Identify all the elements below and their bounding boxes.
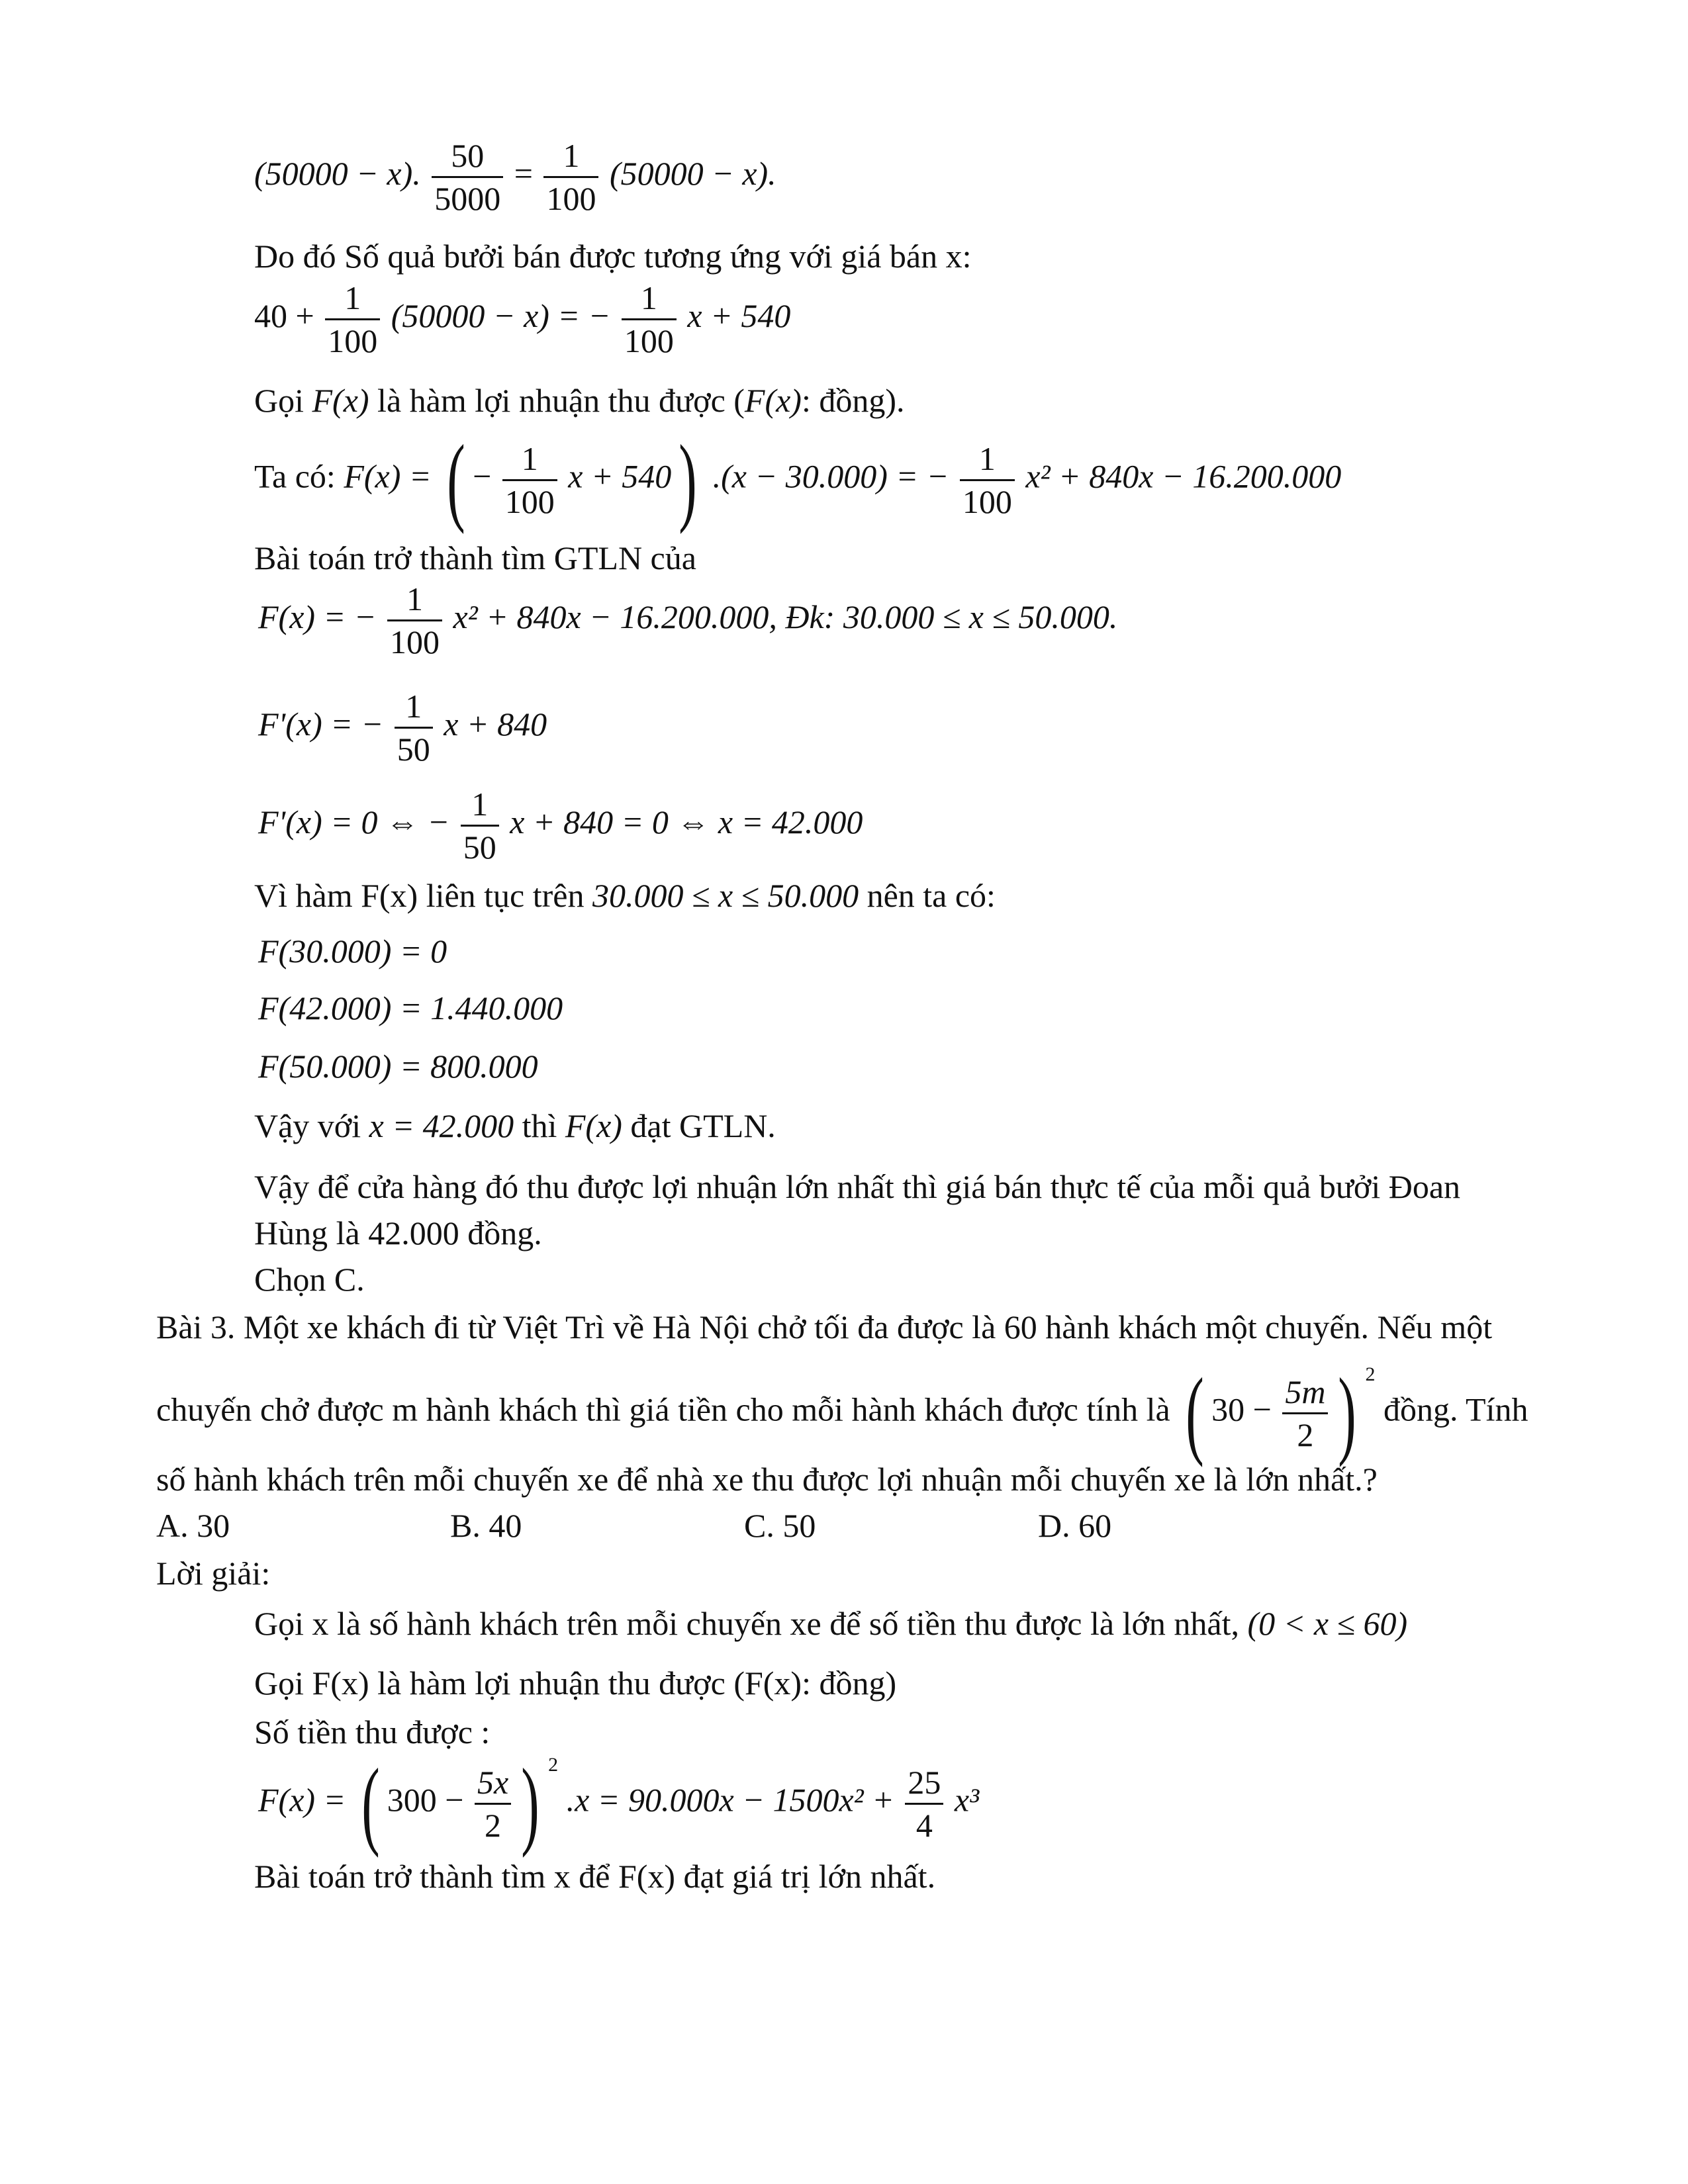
- problem-3-line-1: Bài 3. Một xe khách đi từ Việt Trì về Hà Nội chở tối đa được là 60 hành khách một chuyến. Nếu một: [156, 1308, 1493, 1345]
- option-a: A. 30: [156, 1507, 230, 1544]
- text-goi-fx: Gọi F(x) là hàm lợi nhuận thu được (F(x): đồng).: [254, 382, 905, 419]
- eq-reduction: (50000 − x). $\frac{50}{5000}$ = $\frac{1}{100}$ (50000 − x).: [254, 137, 776, 217]
- fraction-1-100: $\frac{1}{100}$: [543, 139, 598, 215]
- fraction-50-5000: $\frac{50}{5000}$: [432, 139, 503, 215]
- eq-derivative-zero: F'(x) = 0 ⇔ − $\frac{1}{50}$ x + 840 = 0 ⇔ x = 42.000: [258, 786, 863, 866]
- fraction-1-50: $\frac{1}{50}$: [461, 788, 499, 864]
- value-f-30000: F(30.000) = 0: [258, 933, 447, 970]
- option-d: D. 60: [1038, 1507, 1112, 1544]
- fraction-1-50: $\frac{1}{50}$: [395, 690, 433, 766]
- eq-gtln: F(x) = − $\frac{1}{100}$ x² + 840x − 16.200.000, Đk: 30.000 ≤ x ≤ 50.000.: [258, 580, 1118, 660]
- eq-profit-function: Ta có: F(x) = ( − $\frac{1}{100}$ x + 540) .(x − 30.000) = − $\frac{1}{100}$ x² + 840x − 16.200.000: [254, 425, 1342, 535]
- fraction-1-100: $\frac{1}{100}$: [960, 442, 1015, 518]
- fraction-5m-2: $\frac{5m}{2}$: [1282, 1375, 1328, 1451]
- text-bai-toan-2: Bài toán trở thành tìm x để F(x) đạt giá trị lớn nhất.: [254, 1858, 936, 1895]
- value-f-50000: F(50.000) = 800.000: [258, 1048, 538, 1085]
- text-loi-giai: Lời giải:: [156, 1555, 271, 1592]
- option-b: B. 40: [450, 1507, 522, 1544]
- eq-a-left: (50000 − x).: [254, 154, 421, 192]
- text-goi-x: Gọi x là số hành khách trên mỗi chuyến xe để số tiền thu được là lớn nhất, (0 < x ≤ 60): [254, 1605, 1408, 1642]
- value-f-42000: F(42.000) = 1.440.000: [258, 989, 563, 1026]
- text-chon: Chọn C.: [254, 1261, 365, 1298]
- option-c: C. 50: [744, 1507, 816, 1544]
- text-conclusion-2b: Hùng là 42.000 đồng.: [254, 1214, 542, 1251]
- text-conclusion-2a: Vậy để cửa hàng đó thu được lợi nhuận lớn nhất thì giá bán thực tế của mỗi quả bưởi Đoan: [254, 1168, 1461, 1205]
- fraction-1-100: $\frac{1}{100}$: [502, 442, 557, 518]
- fraction-5x-2: $\frac{5x}{2}$: [475, 1766, 511, 1842]
- eq-a-right: (50000 − x).: [609, 154, 776, 192]
- eq-derivative: F'(x) = − $\frac{1}{50}$ x + 840: [258, 688, 547, 768]
- text-do-do: Do đó Số quả bưởi bán được tương ứng với giá bán x:: [254, 238, 972, 275]
- text-vi-ham: Vì hàm F(x) liên tục trên 30.000 ≤ x ≤ 50.000 nên ta có:: [254, 877, 996, 914]
- answer-options: [156, 1509, 1215, 1542]
- fraction-1-100: $\frac{1}{100}$: [325, 281, 380, 357]
- eq-revenue: F(x) = ( 300 − $\frac{5x}{2}$ ) $^2$ .x = 90.000x − 1500x² + $\frac{25}{4}$ x³: [258, 1749, 980, 1858]
- fraction-1-100: $\frac{1}{100}$: [622, 281, 677, 357]
- problem-3-line-2: chuyến chở được m hành khách thì giá tiền cho mỗi hành khách được tính là ( 30 − $\frac{5m}{2}$ ) $^2$ đồng. Tính: [156, 1358, 1528, 1468]
- text-so-tien: Số tiền thu được :: [254, 1713, 491, 1751]
- text-goi-f: Gọi F(x) là hàm lợi nhuận thu được (F(x): đồng): [254, 1664, 897, 1702]
- eq-quantity: 40 + $\frac{1}{100}$ (50000 − x) = − $\frac{1}{100}$ x + 540: [254, 279, 791, 359]
- fraction-1-100: $\frac{1}{100}$: [387, 582, 442, 659]
- text-conclusion: Vậy với x = 42.000 thì F(x) đạt GTLN.: [254, 1107, 776, 1144]
- text-bai-toan: Bài toán trở thành tìm GTLN của: [254, 539, 696, 576]
- problem-3-line-3: số hành khách trên mỗi chuyến xe để nhà xe thu được lợi nhuận mỗi chuyến xe là lớn nhất.?: [156, 1461, 1378, 1498]
- fraction-25-4: $\frac{25}{4}$: [905, 1766, 943, 1842]
